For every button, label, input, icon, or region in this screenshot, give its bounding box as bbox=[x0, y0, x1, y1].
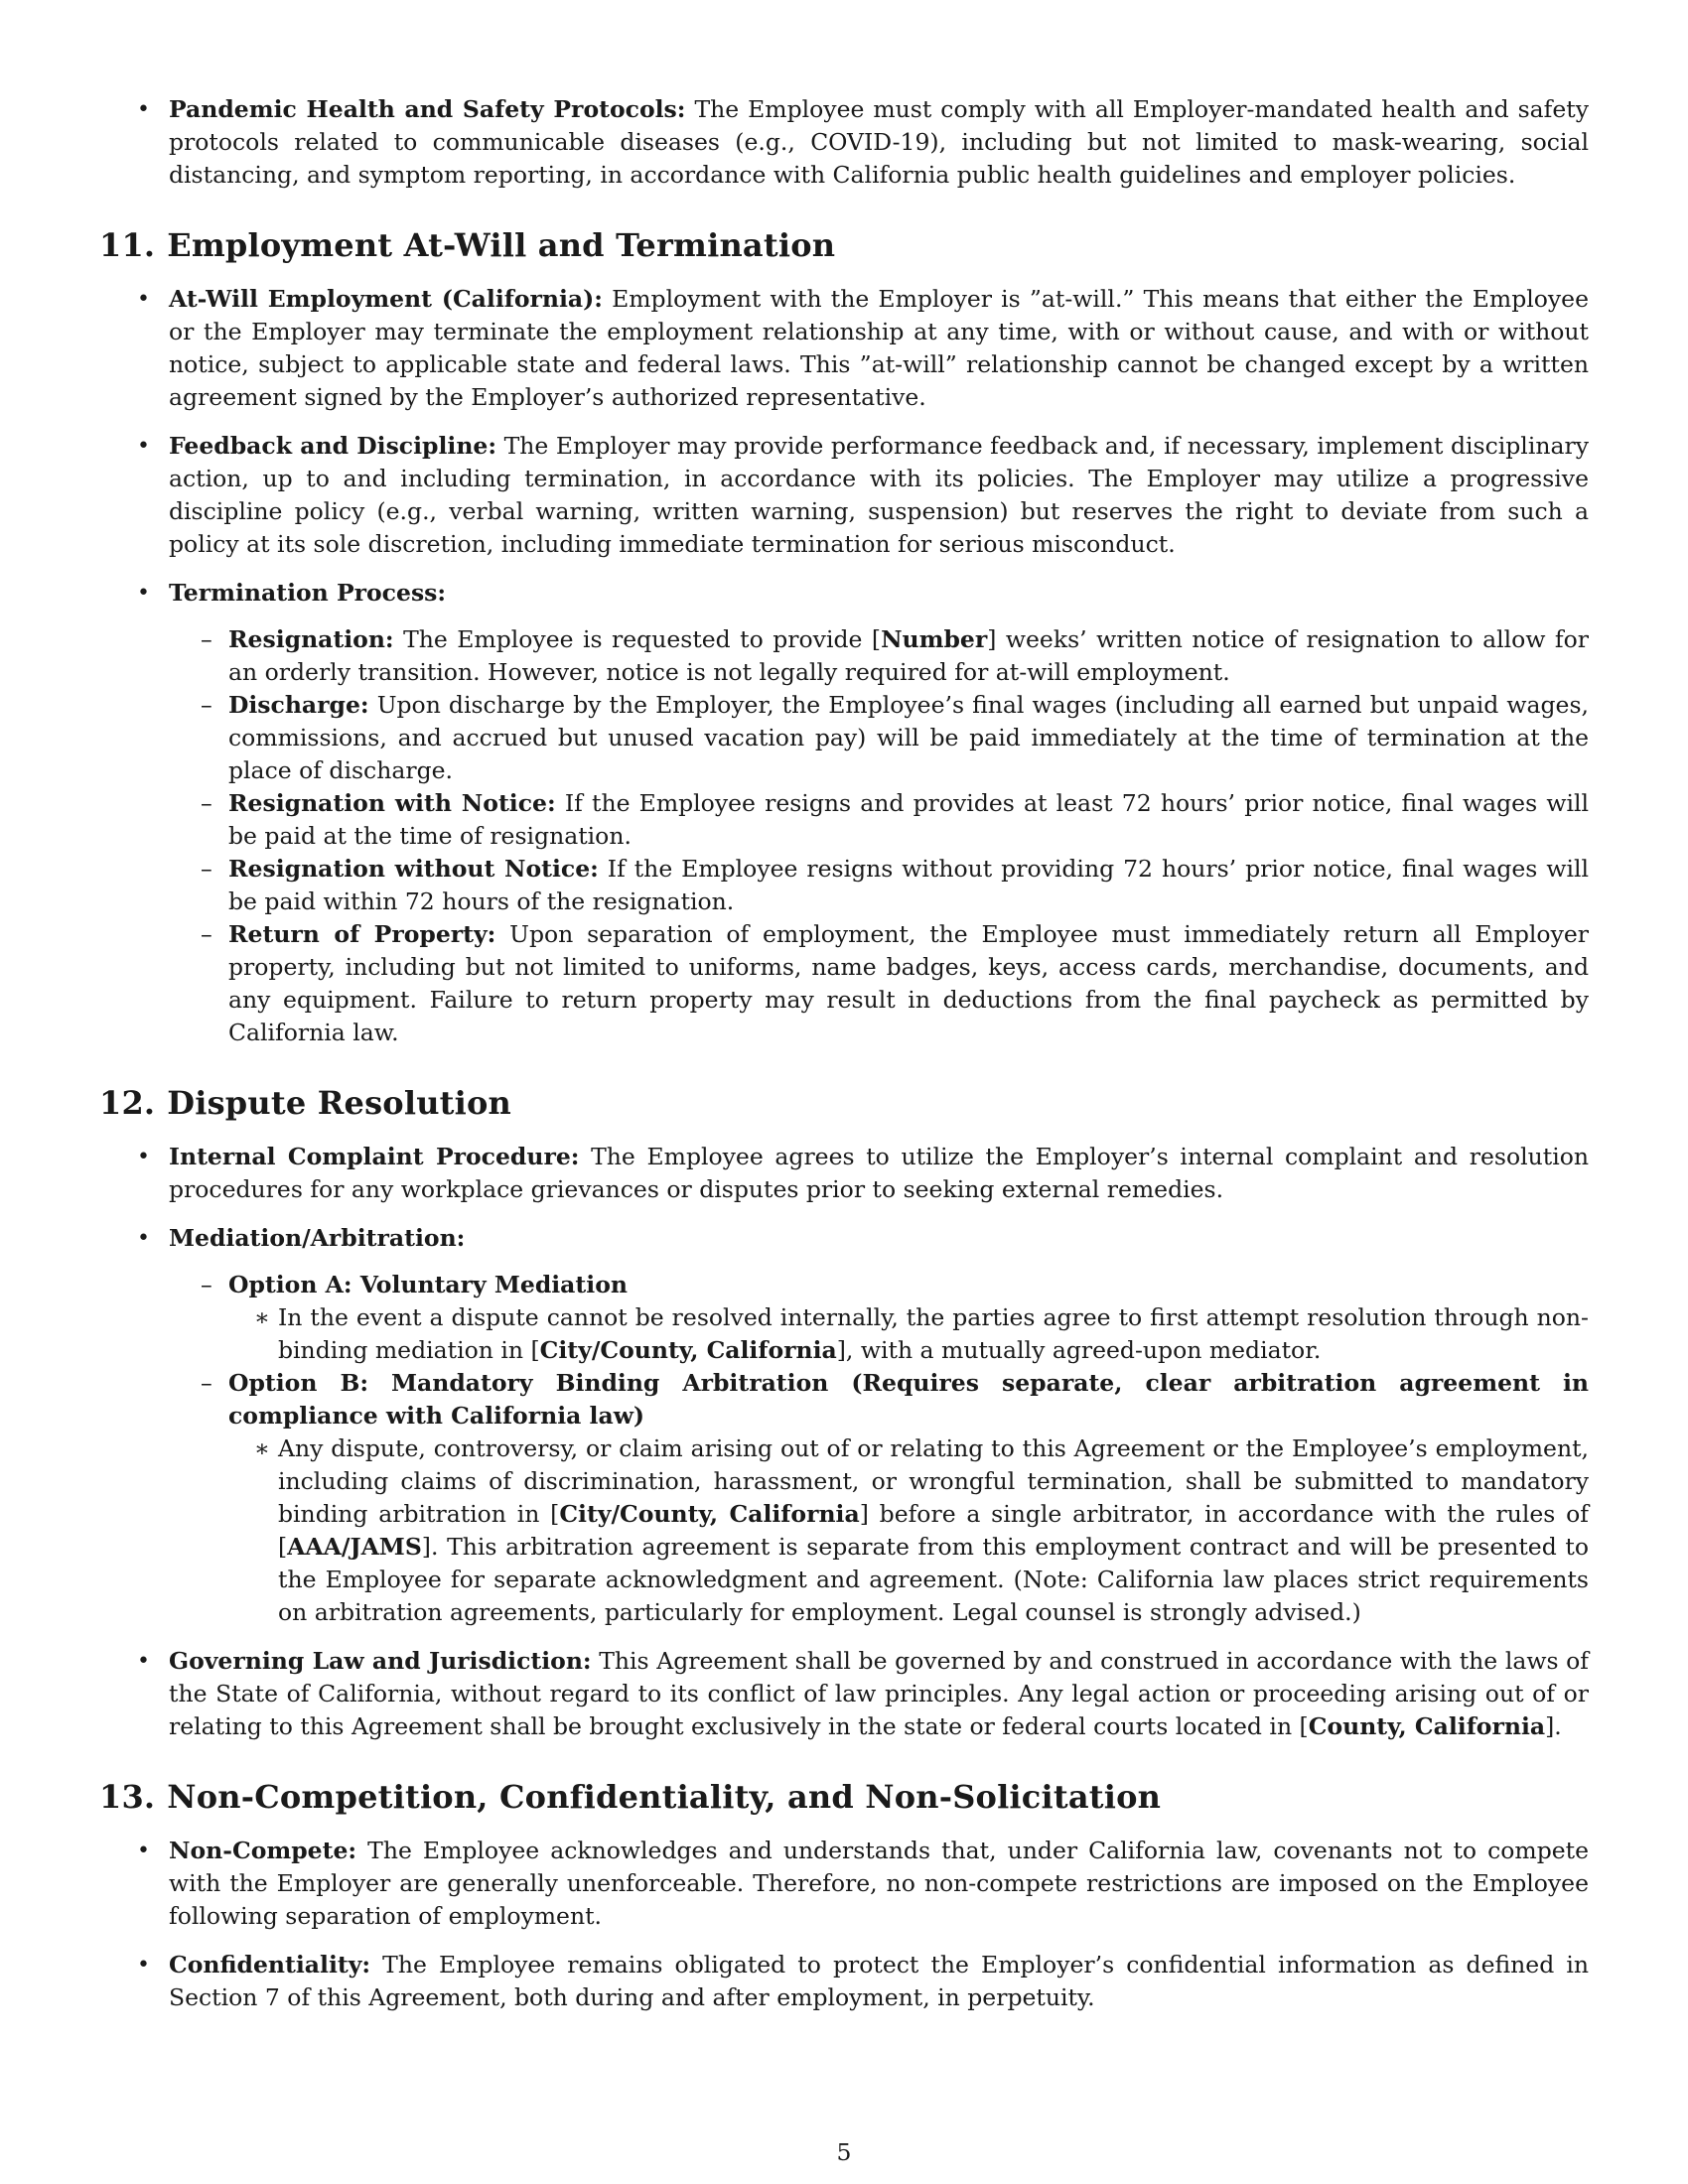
placeholder-county: County, California bbox=[1308, 1712, 1546, 1740]
detail-item bbox=[228, 1433, 1589, 1629]
item-text: Employment with the Employer is ”at-will.” This means that either the Employee or the Employer may terminate the employment relationship at any time, with or without cause, and with or without notice, subject to applicable state and federal laws. This ”at-will” relationship cannot be changed except by a written agreement signed by the Employer’s authorized representative. bbox=[169, 285, 1589, 411]
list-item-internal-complaint bbox=[99, 1141, 1589, 1206]
list-item-at-will bbox=[99, 283, 1589, 414]
detail-text: ] before a single arbitrator, in accordance with the rules of [ bbox=[278, 1500, 1589, 1561]
item-label: Feedback and Discipline: bbox=[169, 432, 497, 460]
subitem-label: Discharge: bbox=[228, 691, 369, 719]
section-number: 11. bbox=[99, 226, 156, 264]
list-item-non-compete bbox=[99, 1835, 1589, 1933]
subitem-option-b bbox=[169, 1367, 1589, 1629]
list-item-confidentiality bbox=[99, 1949, 1589, 2014]
section-title: Non-Competition, Confidentiality, and Non-Solicitation bbox=[167, 1778, 1162, 1816]
item-label: Non-Compete: bbox=[169, 1837, 357, 1864]
detail-text: ], with a mutually agreed-upon mediator. bbox=[836, 1336, 1322, 1364]
subitem-resignation-without-notice bbox=[169, 853, 1589, 918]
item-text: ]. bbox=[1545, 1712, 1562, 1740]
subitem-label: Resignation without Notice: bbox=[228, 855, 599, 883]
subitem-resignation bbox=[169, 623, 1589, 689]
termination-sublist bbox=[169, 623, 1589, 1049]
subitem-option-a bbox=[169, 1269, 1589, 1367]
subitem-label: Option A: Voluntary Mediation bbox=[228, 1271, 628, 1298]
list-item-mediation-arbitration bbox=[99, 1222, 1589, 1629]
detail-text: Any dispute, controversy, or claim arising out of or relating to this Agreement or the Employee’s employment, including claims of discrimination, harassment, or wrongful termination, shall be submitted to mandatory binding arbitration in [ bbox=[278, 1434, 1589, 1528]
option-b-detail bbox=[228, 1433, 1589, 1629]
placeholder-number: Number bbox=[881, 625, 988, 653]
subitem-discharge bbox=[169, 689, 1589, 787]
page-number: 5 bbox=[836, 2138, 852, 2166]
item-text: The Employee remains obligated to protect the Employer’s confidential information as defined in Section 7 of this Agreement, both during and after employment, in perpetuity. bbox=[169, 1951, 1589, 2011]
option-a-detail bbox=[228, 1301, 1589, 1367]
placeholder-city-county: City/County, California bbox=[539, 1336, 837, 1364]
item-text: This Agreement shall be governed by and construed in accordance with the laws of the State of California, without regard to its conflict of law principles. Any legal action or proceeding arising out of or relating to this Agreement shall be brought exclusively in the state or federal courts located in [ bbox=[169, 1647, 1589, 1740]
continued-list bbox=[99, 93, 1589, 192]
item-text: The Employee agrees to utilize the Employer’s internal complaint and resolution procedures for any workplace grievances or disputes prior to seeking external remedies. bbox=[169, 1143, 1589, 1203]
detail-text: ]. This arbitration agreement is separate from this employment contract and will be presented to the Employee for separate acknowledgment and agreement. (Note: California law places strict requirements on arbitration agreements, particularly for employment. Legal counsel is strongly advised.) bbox=[278, 1533, 1589, 1626]
section-title: Employment At-Will and Termination bbox=[167, 226, 836, 264]
subitem-text: Upon discharge by the Employer, the Employee’s final wages (including all earned but unpaid wages, commissions, and accrued but unused vacation pay) will be paid immediately at the time of termination at the place of discharge. bbox=[228, 691, 1589, 784]
section-11-list bbox=[99, 283, 1589, 1049]
detail-item bbox=[228, 1301, 1589, 1367]
placeholder-city-county: City/County, California bbox=[559, 1500, 860, 1528]
subitem-text: Upon separation of employment, the Employee must immediately return all Employer property, including but not limited to uniforms, name badges, keys, access cards, merchandise, documents, and any equipment. Failure to return property may result in deductions from the final paycheck as permitted by California law. bbox=[228, 920, 1589, 1046]
subitem-return-of-property bbox=[169, 918, 1589, 1049]
section-heading-13 bbox=[99, 1777, 1589, 1817]
section-13-list bbox=[99, 1835, 1589, 2014]
item-label: Termination Process: bbox=[169, 579, 447, 607]
item-text: The Employee acknowledges and understands that, under California law, covenants not to compete with the Employer are generally unenforceable. Therefore, no non-compete restrictions are imposed on the Employee following separation of employment. bbox=[169, 1837, 1589, 1930]
section-heading-12 bbox=[99, 1083, 1589, 1123]
detail-text: In the event a dispute cannot be resolved internally, the parties agree to first attempt resolution through non-binding mediation in [ bbox=[278, 1303, 1589, 1364]
section-number: 13. bbox=[99, 1778, 156, 1816]
item-label: Internal Complaint Procedure: bbox=[169, 1143, 580, 1170]
section-heading-11 bbox=[99, 225, 1589, 265]
subitem-label: Resignation with Notice: bbox=[228, 789, 556, 817]
list-item-governing-law bbox=[99, 1645, 1589, 1743]
item-label: Confidentiality: bbox=[169, 1951, 371, 1979]
subitem-label: Return of Property: bbox=[228, 920, 496, 948]
subitem-text: ] weeks’ written notice of resignation to allow for an orderly transition. However, notice is not legally required for at-will employment. bbox=[228, 625, 1589, 686]
item-text: The Employee must comply with all Employer-mandated health and safety protocols related to communicable diseases (e.g., COVID-19), including but not limited to mask-wearing, social distancing, and symptom reporting, in accordance with California public health guidelines and employer policies. bbox=[169, 95, 1589, 189]
mediation-sublist bbox=[169, 1269, 1589, 1629]
item-label: At-Will Employment (California): bbox=[169, 285, 603, 313]
subitem-label: Resignation: bbox=[228, 625, 394, 653]
item-label: Mediation/Arbitration: bbox=[169, 1224, 466, 1252]
item-label: Governing Law and Jurisdiction: bbox=[169, 1647, 592, 1675]
list-item-termination-process bbox=[99, 577, 1589, 1049]
subitem-label: Option B: Mandatory Binding Arbitration (Requires separate, clear arbitration agreement in compliance with California law) bbox=[228, 1369, 1589, 1430]
section-number: 12. bbox=[99, 1084, 156, 1122]
subitem-text: The Employee is requested to provide [ bbox=[393, 625, 882, 653]
list-item-pandemic-protocols bbox=[99, 93, 1589, 192]
item-text: The Employer may provide performance feedback and, if necessary, implement disciplinary action, up to and including termination, in accordance with its policies. The Employer may utilize a progressive discipline policy (e.g., verbal warning, written warning, suspension) but reserves the right to deviate from such a policy at its sole discretion, including immediate termination for serious misconduct. bbox=[169, 432, 1589, 558]
subitem-resignation-with-notice bbox=[169, 787, 1589, 853]
item-label: Pandemic Health and Safety Protocols: bbox=[169, 95, 686, 123]
section-title: Dispute Resolution bbox=[167, 1084, 512, 1122]
section-12-list bbox=[99, 1141, 1589, 1743]
placeholder-aaa-jams: AAA/JAMS bbox=[287, 1533, 422, 1561]
list-item-feedback bbox=[99, 430, 1589, 561]
subitem-text: If the Employee resigns without providing 72 hours’ prior notice, final wages will be paid within 72 hours of the resignation. bbox=[228, 855, 1589, 915]
subitem-text: If the Employee resigns and provides at least 72 hours’ prior notice, final wages will be paid at the time of resignation. bbox=[228, 789, 1589, 850]
